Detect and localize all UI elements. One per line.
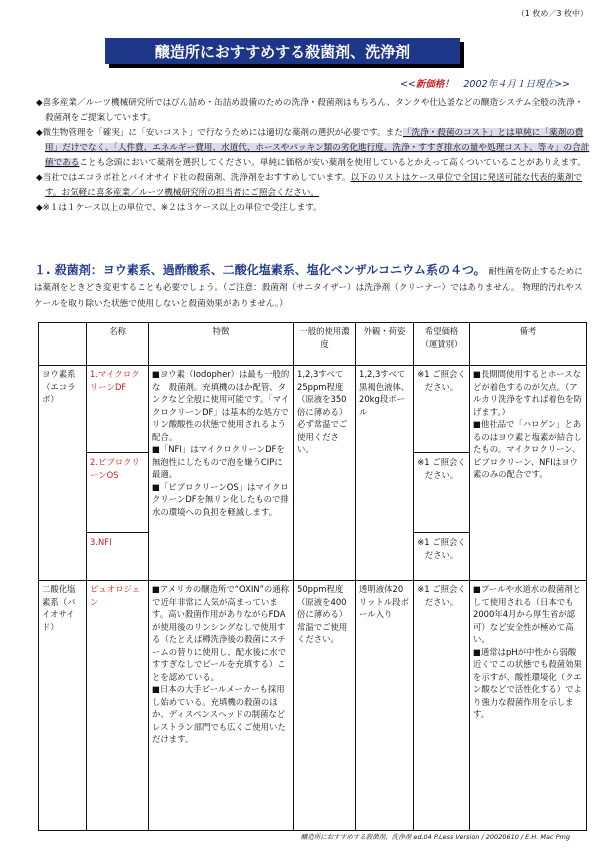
product-puorogen: ピュオロジェン <box>87 581 149 831</box>
category-iodine: ヨウ素系（エコラボ） <box>39 366 87 581</box>
intro-paragraph-2 <box>36 126 591 171</box>
intro-block <box>36 96 591 216</box>
page-title <box>105 38 460 64</box>
header-appearance: 外観・荷姿 <box>356 323 414 366</box>
header-notes: 備考 <box>470 323 587 366</box>
product-microclean: 1.マイクロクリーンDF <box>90 369 140 392</box>
footer: 醸造所におすすめする殺菌剤、洗浄剤 ed.04 P.Less Version / 20020610 / E.H. Mac Pmg <box>300 833 570 841</box>
appearance-chlorine: 透明液体20リットル段ボール入り <box>356 581 414 831</box>
table-header-row <box>39 323 587 366</box>
category-chlorine: 二酸化塩素系（バイオサイド） <box>39 581 87 831</box>
section-sanitizers <box>34 262 589 312</box>
header-name: 名称 <box>87 323 149 366</box>
header-price: 希望価格（運賃別） <box>414 323 470 366</box>
date-suffix: >> <box>554 79 570 90</box>
intro-paragraph-1: ◆喜多産業／ルーツ機械研究所ではびん詰め・缶詰め設備のための洗浄・殺菌剤はもちろん、タンクや仕込釜などの醸造システム全般の洗浄・殺菌剤をご提案しています。 <box>36 98 584 123</box>
section-text-1: 耐性菌を防止するためには薬剤をときどき変更することも必要でしょう。（ご注意：殺菌剤（サニタイザー）は洗浄剤（クリーナー）ではありません。 <box>34 267 583 293</box>
feature-iodine: ■ヨウ素（Iodopher）は最も一般的な 殺菌剤。充填機のほか配管、タンクなど全般に使用可能です。「マイクロクリーンDF」は基本的な処方でリン酸酸性の状態で使用されるよう配合。 ■「NFI」はマイクロクリーンDFを無泡性にしたもので泡を嫌うCIPに最適。 ■「ピブロクリーンOS」はマイクロ クリーンDFを無リン化したもので排水の環境への負担を軽減します。 <box>149 366 294 581</box>
page-number: （1 枚め／3 枚中） <box>516 9 588 18</box>
product-names-iodine <box>87 366 149 581</box>
table-row-chlorine <box>39 581 587 831</box>
date-prefix: << <box>399 79 416 90</box>
product-pibroclean: 2.ピブロクリーンOS <box>87 452 148 528</box>
page-title-text: 醸造所におすすめする殺菌剤、洗浄剤 <box>154 42 411 61</box>
product-nfi: 3.NFI <box>87 532 148 549</box>
new-price-label: 新価格！ <box>415 79 454 90</box>
prices-iodine <box>414 366 470 581</box>
table-row-iodine <box>39 366 587 581</box>
intro-p2-end: ことも念頭において薬剤を選択してください。単純に価格が安い薬剤を使用しているとかえって高くついていることがありえます。 <box>79 158 586 168</box>
notes-iodine: ■長期間使用するとホースなどが着色するのが欠点。（アルカリ洗浄をすれば着色を防げます。） ■他社品で「ハロゲン」とあるのはヨウ素と塩素が結合したもの。マイクロクリーン、ピブロクリーン、NFIはヨウ素のみの配合です。 <box>470 366 587 581</box>
header-category <box>39 323 87 366</box>
products-table <box>38 322 587 831</box>
section-text-2: 物理的汚れやスケールを取り除いた状態で使用しないと殺菌効果がありません。） <box>34 283 583 309</box>
intro-paragraph-3 <box>36 171 591 201</box>
intro-p3-underlined: 以下のリストはケース単位で全国に発送可能な代表的薬剤です。お気軽に喜多産業／ルーツ機械研究所の担当者にご照会ください。 <box>45 173 582 198</box>
concentration-iodine: 1,2,3すべて25ppm程度（原液を350倍に薄める）必ず常温でご使用ください。 <box>294 366 356 581</box>
price-nfi: ※1 ご照会ください。 <box>414 532 469 561</box>
intro-p2-start: ◆微生物管理を「確実」に「安いコスト」で行なうためには適切な薬剤の選択が必要です。また <box>36 128 403 138</box>
section-heading: １. 殺菌剤：ヨウ素系、過酢酸系、二酸化塩素系、塩化ベンザルコニウム系の４つ。 <box>34 263 486 277</box>
date-line <box>400 76 570 90</box>
notes-chlorine: ■プールや水道水の殺菌剤として使用される（日本でも2000年4月から厚生省が認可）など安全性が極めて高い。 ■通常はpHが中性から弱酸近くでこの状態でも殺菌効果を示すが、酸性環境化（クエン酸などで活性化する）でより強力な殺菌作用を示します。 <box>470 581 587 831</box>
feature-chlorine: ■アメリカの醸造所で“OXIN”の通称で近年非常に人気が高まっています。高い殺菌作用がありながらFDAが使用後のリンシングなしで使用する（たとえば樽洗浄後の殺菌にスチームの替りに使用し、配水後に水ですすぎなしでビールを充填する）ことを認めている。 ■日本の大手ビールメーカーも採用し始めている。充填機の殺菌のほか、ディスペンスヘッドの制菌などレストラン部門でも広くご使用いただけます。 <box>149 581 294 831</box>
header-concentration: 一般的使用濃度 <box>294 323 356 366</box>
concentration-chlorine: 50ppm程度（原液を400倍に薄める）常温でご使用ください。 <box>294 581 356 831</box>
price-microclean: ※1 ご照会ください。 <box>417 369 466 392</box>
appearance-iodine: 1,2,3すべて黒褐色液体、20kg段ボール <box>356 366 414 581</box>
date-text: 2002年４月１日現在 <box>463 79 555 90</box>
price-puorogen: ※1 ご照会ください。 <box>414 581 470 831</box>
header-feature: 特徴 <box>149 323 294 366</box>
price-pibroclean: ※1 ご照会ください。 <box>414 452 469 528</box>
intro-p2-highlight: 「洗浄・殺菌のコスト」とは単純に「薬剤の費用」だけでなく、「人件費、エネルギー費用、水道代、ホースやパッキン類の劣化進行度、洗浄・すすぎ排水の量や処理コスト、等々」の合計値である <box>45 128 590 168</box>
intro-paragraph-4: ◆※１は１ケース以上の単位で、※２は３ケース以上の単位で受注します。 <box>36 203 322 213</box>
intro-p3-start: ◆当社ではエコラボ社とバイオサイド社の殺菌剤、洗浄剤をおすすめしています。 <box>36 173 351 183</box>
